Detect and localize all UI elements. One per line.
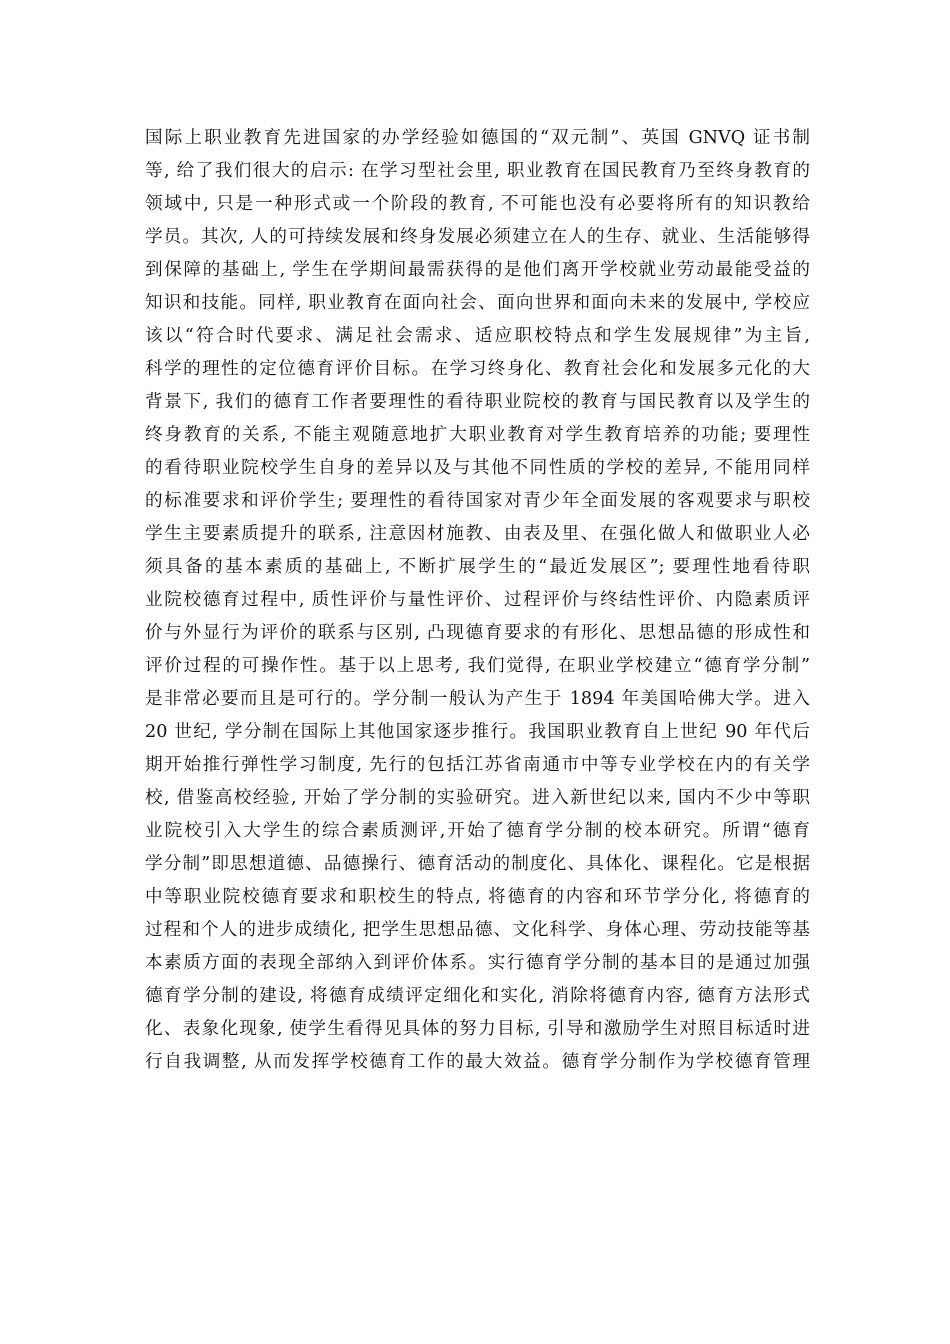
text-line: 价与外显行为评价的联系与区别, 凸现德育要求的有形化、思想品德的形成性和 [145,623,810,643]
text-line: 的看待职业院校学生自身的差异以及与其他不同性质的学校的差异, 不能用同样 [145,458,810,478]
text-line: 背景下, 我们的德育工作者要理性的看待职业院校的教育与国民教育以及学生的 [145,392,810,412]
text-line: 须具备的基本素质的基础上, 不断扩展学生的“最近发展区”; 要理性地看待职 [145,557,810,577]
text-line: 学员。其次, 人的可持续发展和终身发展必须建立在人的生存、就业、生活能够得 [145,227,810,247]
text-line: 校, 借鉴高校经验, 开始了学分制的实验研究。进入新世纪以来, 国内不少中等职 [145,788,810,808]
text-line: 化、表象化现象, 使学生看得见具体的努力目标, 引导和激励学生对照目标适时进 [145,1019,810,1039]
text-line: 的标准要求和评价学生; 要理性的看待国家对青少年全面发展的客观要求与职校 [145,491,810,511]
text-line: 期开始推行弹性学习制度, 先行的包括江苏省南通市中等专业学校在内的有关学 [145,755,810,775]
text-line: 该以“符合时代要求、满足社会需求、适应职校特点和学生发展规律”为主旨, [145,326,810,346]
text-line: 过程和个人的进步成绩化, 把学生思想品德、文化科学、身体心理、劳动技能等基 [145,920,810,940]
text-line: 知识和技能。同样, 职业教育在面向社会、面向世界和面向未来的发展中, 学校应 [145,293,810,313]
text-line: 20 世纪, 学分制在国际上其他国家逐步推行。我国职业教育自上世纪 90 年代后 [145,722,810,742]
text-line: 科学的理性的定位德育评价目标。在学习终身化、教育社会化和发展多元化的大 [145,359,810,379]
text-line: 到保障的基础上, 学生在学期间最需获得的是他们离开学校就业劳动最能受益的 [145,260,810,280]
text-line: 学分制”即思想道德、品德操行、德育活动的制度化、具体化、课程化。它是根据 [145,854,810,874]
text-line: 德育学分制的建设, 将德育成绩评定细化和实化, 消除将德育内容, 德育方法形式 [145,986,810,1006]
text-line: 领域中, 只是一种形式或一个阶段的教育, 不可能也没有必要将所有的知识教给 [145,194,810,214]
text-line: 中等职业院校德育要求和职校生的特点, 将德育的内容和环节学分化, 将德育的 [145,887,810,907]
text-line: 学生主要素质提升的联系, 注意因材施教、由表及里、在强化做人和做职业人必 [145,524,810,544]
text-line: 是非常必要而且是可行的。学分制一般认为产生于 1894 年美国哈佛大学。进入 [145,689,810,709]
text-line: 业院校德育过程中, 质性评价与量性评价、过程评价与终结性评价、内隐素质评 [145,590,810,610]
text-line: 等, 给了我们很大的启示: 在学习型社会里, 职业教育在国民教育乃至终身教育的 [145,161,810,181]
body-paragraph [145,122,810,1079]
text-line: 国际上职业教育先进国家的办学经验如德国的“双元制”、英国 GNVQ 证书制 [145,128,810,148]
text-line: 行自我调整, 从而发挥学校德育工作的最大效益。德育学分制作为学校德育管理 [145,1052,810,1072]
text-line: 本素质方面的表现全部纳入到评价体系。实行德育学分制的基本目的是通过加强 [145,953,810,973]
text-line: 评价过程的可操作性。基于以上思考, 我们觉得, 在职业学校建立“德育学分制” [145,656,810,676]
text-line: 业院校引入大学生的综合素质测评,开始了德育学分制的校本研究。所谓“德育 [145,821,810,841]
text-line: 终身教育的关系, 不能主观随意地扩大职业教育对学生教育培养的功能; 要理性 [145,425,810,445]
